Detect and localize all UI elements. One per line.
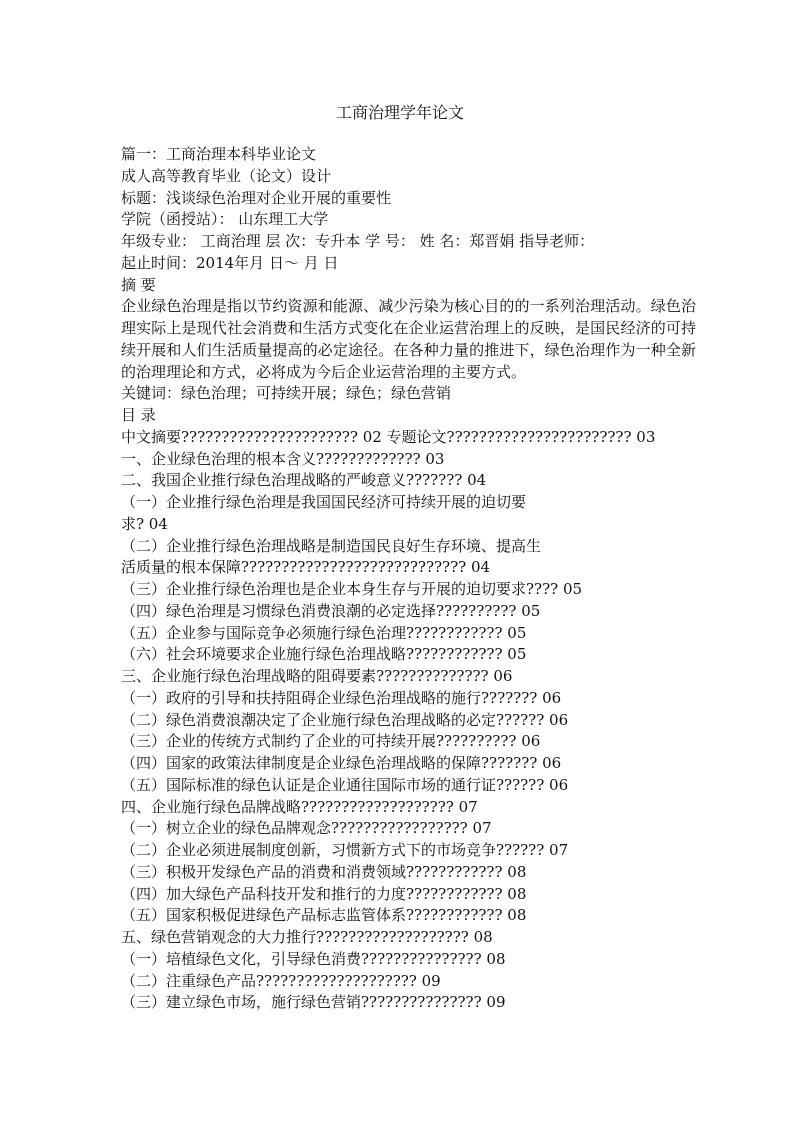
toc-line: 一、企业绿色治理的根本含义????????????? 03 [121, 449, 445, 468]
document-body [121, 144, 696, 1014]
date-range-line: 起止时间：2014年月 日～ 月 日 [121, 253, 339, 272]
toc-line: 四、企业施行绿色品牌战略??????????????????? 07 [121, 797, 478, 816]
college-line: 学院（函授站）： 山东理工大学 [121, 210, 329, 229]
thesis-type: 成人高等教育毕业（论文）设计 [121, 166, 332, 185]
toc-line: （四）加大绿色产品科技开发和推行的力度???????????? 08 [121, 884, 527, 903]
toc-line: 三、企业施行绿色治理战略的阻碍要素?????????????? 06 [121, 667, 513, 685]
abstract-text: 企业绿色治理是指以节约资源和能源、减少污染为核心目的的一系列治理活动。绿色治理实际上是现代社会消费和生活方式变化在企业运营治理上的反映，是国民经济的可持续开展和人们生活质量提高的必定途径。在各种力量的推进下，绿色治理作为一种全新的治理理论和方式，必将成为今后企业运营治理的主要方式。 [121, 297, 696, 381]
abstract-heading: 摘 要 [121, 275, 156, 294]
toc-line: （四）绿色治理是习惯绿色消费浪潮的必定选择?????????? 05 [121, 601, 541, 620]
toc-line: （二）注重绿色产品???????????????????? 09 [121, 971, 441, 990]
toc-line: （二）绿色消费浪潮决定了企业施行绿色治理战略的必定?????? 06 [121, 710, 569, 729]
toc-line: 中文摘要?????????????????????? 02 专题论文??????????????????????? 03 [121, 427, 656, 446]
toc-line: （二）企业推行绿色治理战略是制造国民良好生存环境、提高生 [121, 536, 542, 555]
article-label: 篇一：工商治理本科毕业论文 [121, 145, 317, 163]
toc-line: （二）企业必须进展制度创新，习惯新方式下的市场竞争?????? 07 [121, 841, 569, 859]
toc-line: （一）树立企业的绿色品牌观念????????????????? 07 [121, 819, 492, 838]
toc-line: 活质量的根本保障???????????????????????????? 04 [121, 558, 491, 577]
toc-line: （四）国家的政策法律制度是企业绿色治理战略的保障??????? 06 [121, 754, 562, 772]
toc-line: （五）国家积极促进绿色产品标志监管体系???????????? 08 [121, 906, 527, 925]
keywords-line: 关键词：绿色治理；可持续开展；绿色；绿色营销 [121, 384, 452, 403]
toc-line: 求? 04 [121, 514, 168, 533]
toc-line: （三）积极开发绿色产品的消费和消费领域???????????? 08 [121, 862, 527, 881]
toc-line: （三）建立绿色市场，施行绿色营销??????????????? 09 [121, 993, 506, 1012]
student-info-line: 年级专业： 工商治理 层 次：专升本 学 号： 姓 名：郑晋娟 指导老师： [121, 232, 595, 250]
toc-line: 二、我国企业推行绿色治理战略的严峻意义??????? 04 [121, 471, 487, 490]
toc-heading: 目 录 [121, 406, 156, 424]
toc-line: （一）培植绿色文化，引导绿色消费??????????????? 08 [121, 949, 506, 968]
toc-line: （六）社会环境要求企业施行绿色治理战略???????????? 05 [121, 645, 527, 664]
toc-line: （五）企业参与国际竞争必须施行绿色治理???????????? 05 [121, 623, 527, 642]
toc-line: （三）企业的传统方式制约了企业的可持续开展?????????? 06 [121, 732, 541, 751]
toc-line: （一）政府的引导和扶持阻碍企业绿色治理战略的施行??????? 06 [121, 688, 562, 707]
toc-line: （三）企业推行绿色治理也是企业本身生存与开展的迫切要求???? 05 [121, 580, 583, 598]
toc-line: 五、绿色营销观念的大力推行??????????????????? 08 [121, 928, 493, 946]
document-title: 工商治理学年论文 [335, 103, 464, 122]
toc-line: （五）国际标准的绿色认证是企业通往国际市场的通行证?????? 06 [121, 775, 569, 794]
toc-line: （一）企业推行绿色治理是我国国民经济可持续开展的迫切要 [121, 493, 527, 511]
thesis-title: 标题：浅谈绿色治理对企业开展的重要性 [121, 188, 392, 207]
